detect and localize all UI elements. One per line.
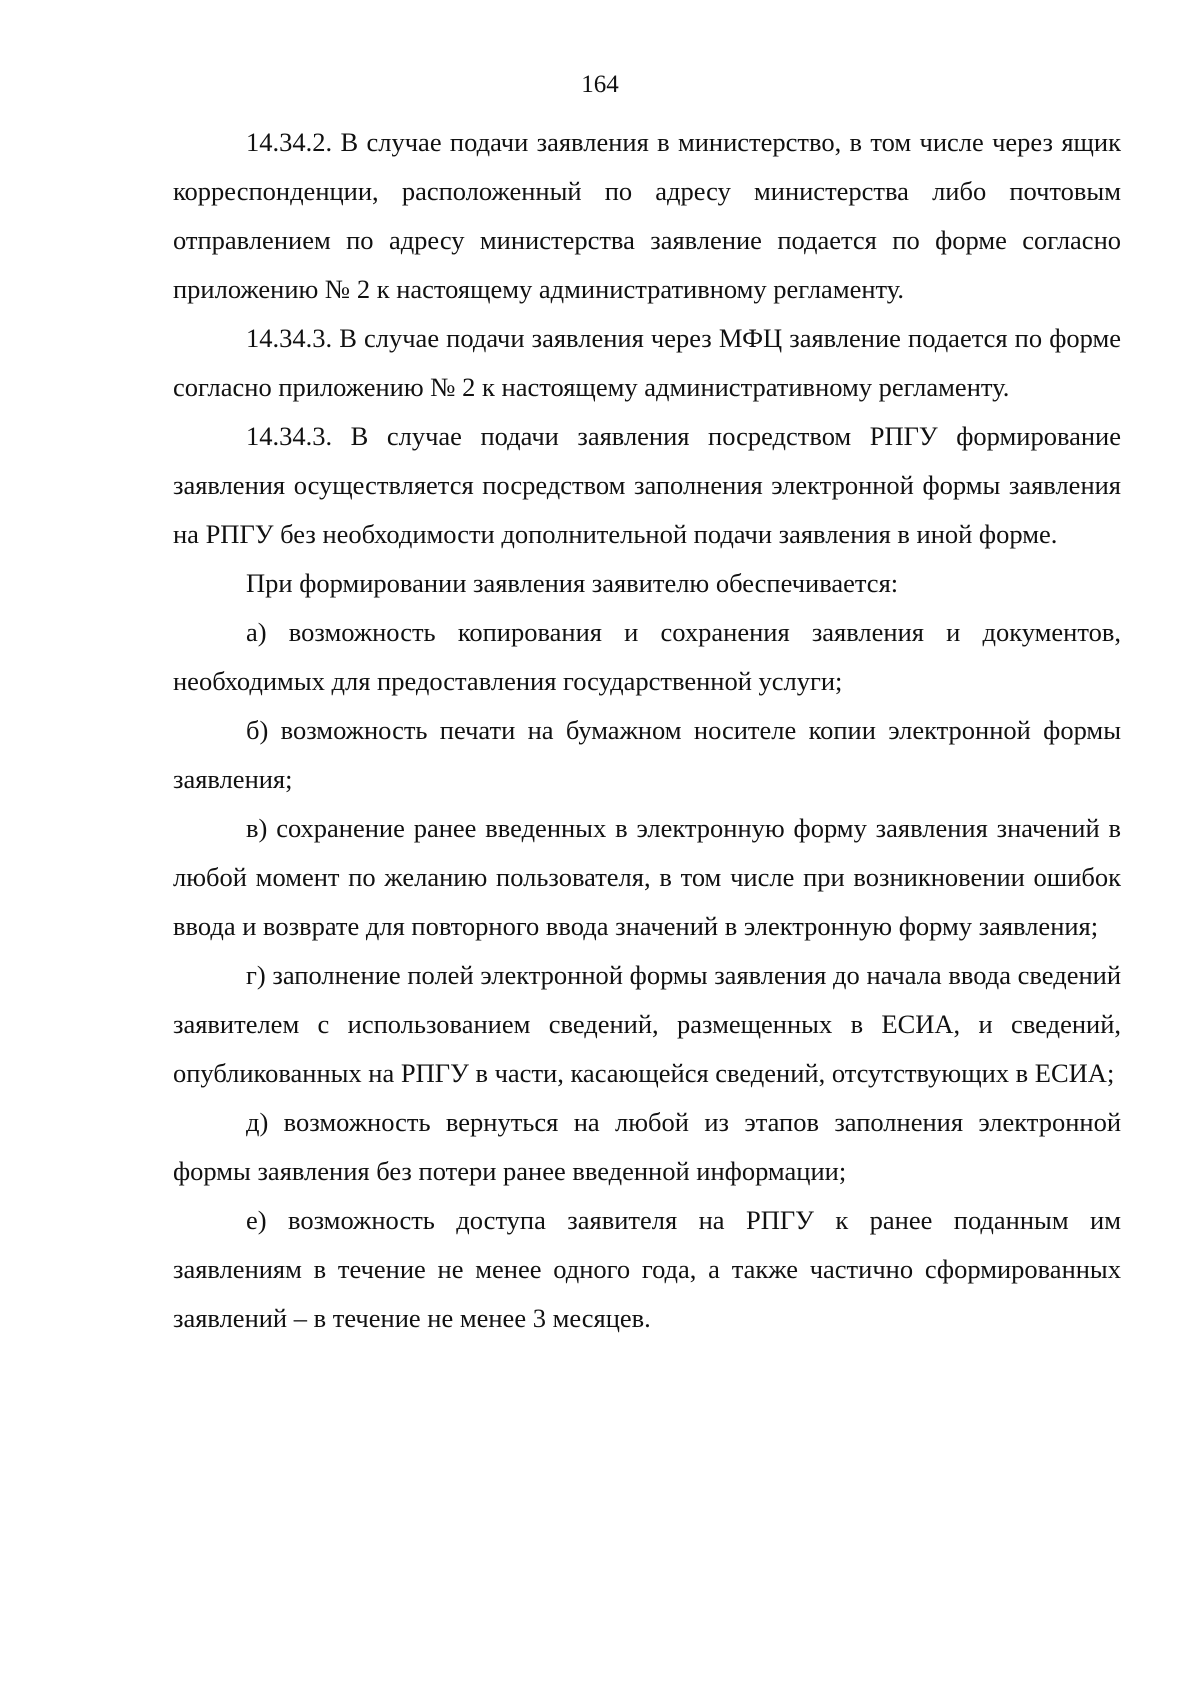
paragraph-14-34-2: 14.34.2. В случае подачи заявления в министерство, в том числе через ящик корреспонденции, расположенный по адресу министерства либо почтовым отправлением по адресу министерства заявление подается по форме согласно приложению № 2 к настоящему административному регламенту. bbox=[173, 127, 1121, 304]
list-item-a: а) возможность копирования и сохранения заявления и документов, необходимых для предоставления государственной услуги; bbox=[173, 617, 1121, 696]
paragraph-14-34-3-mfc: 14.34.3. В случае подачи заявления через МФЦ заявление подается по форме согласно приложению № 2 к настоящему административному регламенту. bbox=[173, 323, 1121, 402]
paragraph-provisions-intro: При формировании заявления заявителю обеспечивается: bbox=[246, 568, 899, 598]
page-number: 164 bbox=[581, 71, 619, 98]
list-item-e: е) возможность доступа заявителя на РПГУ к ранее поданным им заявлениям в течение не менее одного года, а также частично сформированных заявлений – в течение не менее 3 месяцев. bbox=[173, 1205, 1121, 1333]
list-item-b: б) возможность печати на бумажном носителе копии электронной формы заявления; bbox=[173, 715, 1121, 794]
list-item-g: г) заполнение полей электронной формы заявления до начала ввода сведений заявителем с использованием сведений, размещенных в ЕСИА, и сведений, опубликованных на РПГУ в части, касающейся сведений, отсутствующих в ЕСИА; bbox=[173, 960, 1121, 1088]
list-item-v: в) сохранение ранее введенных в электронную форму заявления значений в любой момент по желанию пользователя, в том числе при возникновении ошибок ввода и возврате для повторного ввода значений в электронную форму заявления; bbox=[173, 813, 1121, 941]
paragraph-14-34-3-rpgu: 14.34.3. В случае подачи заявления посредством РПГУ формирование заявления осуществляется посредством заполнения электронной формы заявления на РПГУ без необходимости дополнительной подачи заявления в иной форме. bbox=[173, 421, 1121, 549]
list-item-d: д) возможность вернуться на любой из этапов заполнения электронной формы заявления без потери ранее введенной информации; bbox=[173, 1107, 1121, 1186]
document-body bbox=[173, 118, 1121, 1343]
